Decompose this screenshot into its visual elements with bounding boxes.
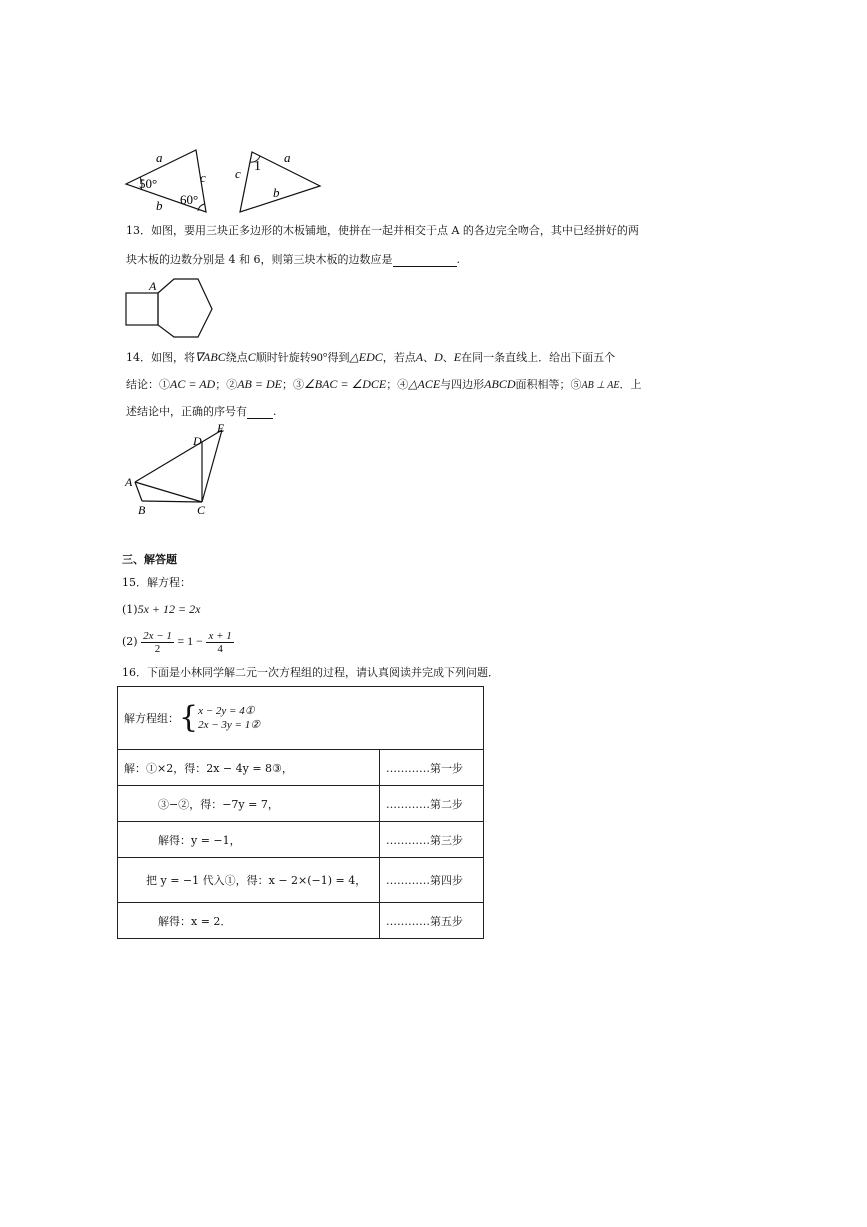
q14-l1-o: 在同一条直线上．给出下面五个	[461, 351, 616, 364]
q13-line2	[126, 253, 460, 267]
q13-line1: 13．如图，要用三块正多边形的木板铺地，使拼在一起并相交于点 A 的各边完全吻合，其中已经拼好的两	[126, 224, 639, 237]
square-board	[126, 293, 158, 325]
seg-BC	[142, 501, 202, 502]
q16-row2-step: …………第二步	[380, 786, 484, 822]
left-label-b: b	[156, 198, 163, 213]
q15-p2-mid: = 1 −	[177, 634, 203, 648]
left-angle-60: 60°	[180, 192, 199, 207]
section-title: 三、解答题	[122, 553, 177, 566]
q14-l1-f: 90°	[310, 350, 328, 364]
q14-l2-b: AC = AD	[170, 377, 216, 391]
q14-l3-text: 述结论中，正确的序号有	[126, 405, 247, 418]
fig14-label-E: E	[217, 421, 225, 435]
q14-l1-m: 、	[442, 351, 454, 364]
q16-system	[198, 704, 260, 732]
q16-header-row	[118, 687, 484, 750]
q15-frac2-num: x + 1	[208, 629, 232, 642]
q15-part1	[122, 602, 200, 617]
q14-l2-f: ∠BAC = ∠DCE	[303, 377, 387, 391]
table-row	[118, 822, 484, 858]
q15-p1-eq: 5x + 12 = 2x	[137, 602, 201, 616]
q13-answer-blank[interactable]	[393, 254, 457, 267]
right-label-c: c	[235, 166, 241, 181]
q15-frac1-den: 2	[154, 642, 161, 655]
q16-row1-step: …………第一步	[380, 750, 484, 786]
q15-p1-label: (1)	[122, 603, 138, 616]
q16-row3-step: …………第三步	[380, 822, 484, 858]
q14-l2-a: 结论：①	[126, 378, 170, 391]
q14-l2-h: △ACE	[408, 377, 441, 391]
q16-row4-text: 把 y = −1 代入①，得：x − 2×(−1) = 4，	[118, 858, 380, 903]
q16-row4-step: …………第四步	[380, 858, 484, 903]
q13-point-a: A	[149, 279, 157, 293]
q16-header-cell	[118, 687, 484, 750]
q16-brace: {	[179, 700, 199, 735]
q15-frac2	[206, 630, 233, 655]
table-row	[118, 858, 484, 903]
q15-part2	[122, 626, 234, 656]
q16-row3-text: 解得：y = −1，	[118, 822, 380, 858]
fig14-label-C: C	[197, 503, 206, 517]
q14-l1-g: 得到	[327, 351, 350, 364]
seg-AE	[135, 430, 222, 482]
left-label-a: a	[156, 150, 163, 165]
q16-row5-step: …………第五步	[380, 903, 484, 939]
q14-l2-c: ；②	[215, 378, 238, 391]
q14-l2-k: 面积相等；⑤	[515, 378, 582, 391]
q16-row2-text: ③−②，得：−7y = 7，	[118, 786, 380, 822]
q14-l3-end: .	[273, 405, 277, 418]
q14-l2-m: ．上	[619, 378, 642, 391]
q14-l2-i: 与四边形	[440, 378, 485, 391]
q16-row1-text: 解：①×2，得：2x − 4y = 8③，	[118, 750, 380, 786]
q15-title: 15．解方程：	[122, 576, 191, 589]
seg-AB	[135, 482, 142, 501]
q15-frac2-den: 4	[217, 642, 223, 655]
q16-solution-table	[117, 686, 484, 939]
left-angle-50: 50°	[139, 176, 158, 191]
q15-frac1-num: 2x − 1	[143, 629, 172, 642]
figure-13-square-hexagon	[120, 276, 220, 346]
table-row	[118, 750, 484, 786]
q14-l1-i: ，若点	[382, 351, 416, 364]
q14-l1-c: 绕点	[225, 351, 248, 364]
right-label-b: b	[273, 185, 280, 200]
q14-l1-n: E	[453, 350, 462, 364]
figure-12-triangles	[120, 140, 330, 220]
table-row	[118, 786, 484, 822]
q14-l1-a: 14．如图，将	[126, 351, 195, 364]
q14-l1-e: 顺时针旋转	[255, 351, 311, 364]
q16-header-label: 解方程组：	[124, 712, 179, 725]
q14-l1-b: ∇ABC	[195, 350, 226, 364]
fig14-label-B: B	[138, 503, 146, 517]
q16-title: 16．下面是小林同学解二元一次方程组的过程，请认真阅读并完成下列问题．	[122, 666, 499, 679]
q13-end: .	[456, 253, 460, 266]
fig14-label-D: D	[193, 434, 202, 448]
q14-answer-blank[interactable]	[247, 406, 273, 419]
left-label-c: c	[200, 170, 206, 185]
right-label-a: a	[284, 150, 291, 165]
hexagon-board	[158, 279, 212, 337]
q14-l2-e: ；③	[281, 378, 304, 391]
q14-l1-d: C	[247, 350, 256, 364]
q14-l1-j: A	[415, 350, 424, 364]
fig14-label-A: A	[125, 475, 133, 489]
q13-line2-text: 块木板的边数分别是 4 和 6，则第三块木板的边数应是	[126, 253, 393, 266]
right-triangle	[240, 152, 320, 212]
q14-l2-j: ABCD	[484, 377, 516, 391]
q14-l2-d: AB = DE	[237, 377, 282, 391]
q14-line2	[126, 377, 641, 393]
q14-l1-l: D	[434, 350, 443, 364]
table-row	[118, 903, 484, 939]
q16-eq2: 2x − 3y = 1②	[198, 719, 261, 731]
q14-l2-l: AB ⊥ AE	[581, 380, 620, 391]
q14-l2-g: ；④	[386, 378, 409, 391]
q14-line3	[126, 405, 277, 419]
q16-row5-text: 解得：x = 2．	[118, 903, 380, 939]
q15-p2-label: (2)	[122, 635, 138, 648]
q15-frac1	[141, 630, 174, 655]
q14-l1-k: 、	[423, 351, 435, 364]
q14-l1-h: △EDC	[349, 350, 383, 364]
q16-eq1: x − 2y = 4①	[198, 705, 255, 717]
right-label-1: 1	[254, 159, 261, 174]
figure-14-rotation	[122, 420, 242, 520]
seg-AC	[135, 482, 202, 502]
q14-line1	[126, 350, 615, 365]
